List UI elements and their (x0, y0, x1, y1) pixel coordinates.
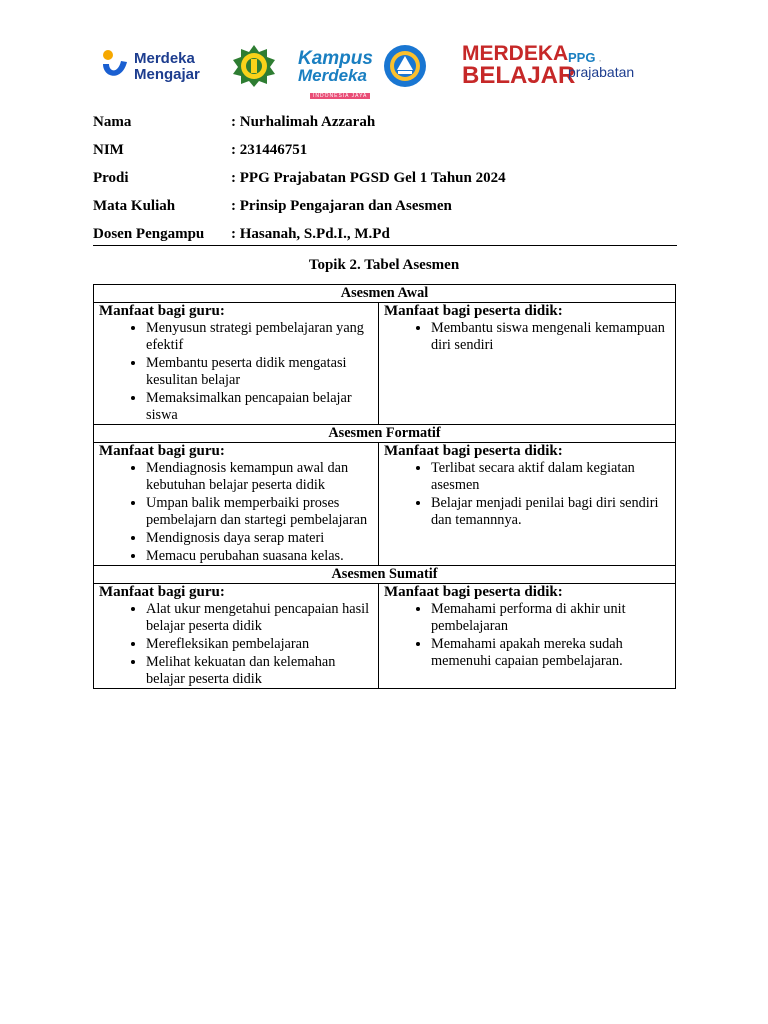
page-title: Topik 2. Tabel Asesmen (308, 257, 460, 273)
siswa-cell (379, 303, 676, 425)
guru-cell (94, 303, 379, 425)
list-item: • Merefleksikan pembelajaran (146, 636, 373, 653)
logo-text-line1: Merdeka (134, 50, 195, 67)
list-item: • Memacu perubahan suasana kelas. (146, 548, 373, 565)
merdeka-mengajar-icon (100, 48, 130, 86)
logo-text-line2: Merdeka (298, 66, 367, 85)
info-label: Nama (93, 114, 132, 130)
bullet-list (99, 460, 373, 565)
column-heading: Manfaat bagi peserta didik: (384, 443, 563, 459)
list-item: • Mendignosis daya serap materi (146, 530, 373, 547)
info-row-dosen (93, 226, 677, 254)
siswa-cell (379, 443, 676, 566)
guru-cell (94, 443, 379, 566)
info-row-prodi (93, 170, 677, 198)
list-item: • Mendiagnosis kemampun awal dan kebutuhan belajar peserta didik (146, 460, 373, 494)
tut-wuri-handayani-icon (383, 44, 427, 88)
list-item: • Belajar menjadi penilai bagi diri sendiri dan temannnya. (431, 495, 670, 529)
info-value: : Nurhalimah Azzarah (231, 114, 376, 130)
logo-text-line2: BELAJAR (462, 62, 576, 89)
section-header-row (94, 566, 676, 584)
section-header-row (94, 285, 676, 303)
list-item: • Memaksimalkan pencapaian belajar siswa (146, 390, 373, 424)
info-label: NIM (93, 142, 124, 158)
merdeka-mengajar-logo (100, 48, 200, 86)
merdeka-belajar-logo (462, 43, 575, 88)
section-title: Asesmen Formatif (94, 425, 676, 443)
list-item: • Memahami apakah mereka sudah memenuhi capaian pembelajaran. (431, 636, 670, 670)
info-label: Dosen Pengampu (93, 226, 205, 242)
info-row-nama (93, 114, 677, 142)
info-value: : 231446751 (231, 142, 308, 158)
bullet-list (384, 601, 670, 670)
siswa-cell (379, 584, 676, 689)
info-label: Prodi (93, 170, 129, 186)
guru-cell (94, 584, 379, 689)
section-title: Asesmen Awal (94, 285, 676, 303)
info-value: : PPG Prajabatan PGSD Gel 1 Tahun 2024 (231, 170, 506, 186)
logo-text-line2: Mengajar (134, 66, 200, 83)
bullet-list (384, 460, 670, 529)
info-row-nim (93, 142, 677, 170)
list-item: • Terlibat secara aktif dalam kegiatan asesmen (431, 460, 670, 494)
section-content-row (94, 303, 676, 425)
column-heading: Manfaat bagi peserta didik: (384, 584, 563, 600)
list-item: • Menyusun strategi pembelajaran yang efektif (146, 320, 373, 354)
list-item: • Umpan balik memperbaiki proses pembelajarn dan startegi pembelajaran (146, 495, 373, 529)
section-content-row (94, 443, 676, 566)
section-title: Asesmen Sumatif (94, 566, 676, 584)
section-header-row (94, 425, 676, 443)
bullet-list (99, 320, 373, 424)
header-logos (100, 40, 660, 99)
ppg-prajabatan-logo: PPG ▪ prajabatan (568, 50, 635, 80)
list-item: • Melihat kekuatan dan kelemahan belajar peserta didik (146, 654, 373, 688)
logo-text-line1: PPG (568, 50, 596, 65)
kampus-merdeka-logo (298, 50, 373, 102)
info-row-mata-kuliah (93, 198, 677, 226)
list-item: • Alat ukur mengetahui pencapaian hasil belajar peserta didik (146, 601, 373, 635)
column-heading: Manfaat bagi guru: (99, 584, 225, 600)
section-content-row (94, 584, 676, 689)
student-info (93, 114, 677, 254)
bullet-list (99, 601, 373, 688)
assessment-table (93, 284, 676, 689)
list-item: • Membantu peserta didik mengatasi kesulitan belajar (146, 355, 373, 389)
logo-text-line1: MERDEKA (462, 42, 569, 65)
university-emblem-icon (232, 44, 276, 88)
list-item: • Memahami performa di akhir unit pembelajaran (431, 601, 670, 635)
column-heading: Manfaat bagi guru: (99, 443, 225, 459)
logo-text-line2: prajabatan (568, 64, 635, 80)
logo-text-line3: INDONESIA JAYA (310, 93, 370, 99)
divider (93, 245, 677, 246)
column-heading: Manfaat bagi peserta didik: (384, 303, 563, 319)
info-value: : Prinsip Pengajaran dan Asesmen (231, 198, 452, 214)
bullet-list (384, 320, 670, 354)
list-item: • Membantu siswa mengenali kemampuan diri sendiri (431, 320, 670, 354)
column-heading: Manfaat bagi guru: (99, 303, 225, 319)
logo-text-line1: Kampus (298, 48, 373, 69)
info-label: Mata Kuliah (93, 198, 176, 214)
info-value: : Hasanah, S.Pd.I., M.Pd (231, 226, 390, 242)
